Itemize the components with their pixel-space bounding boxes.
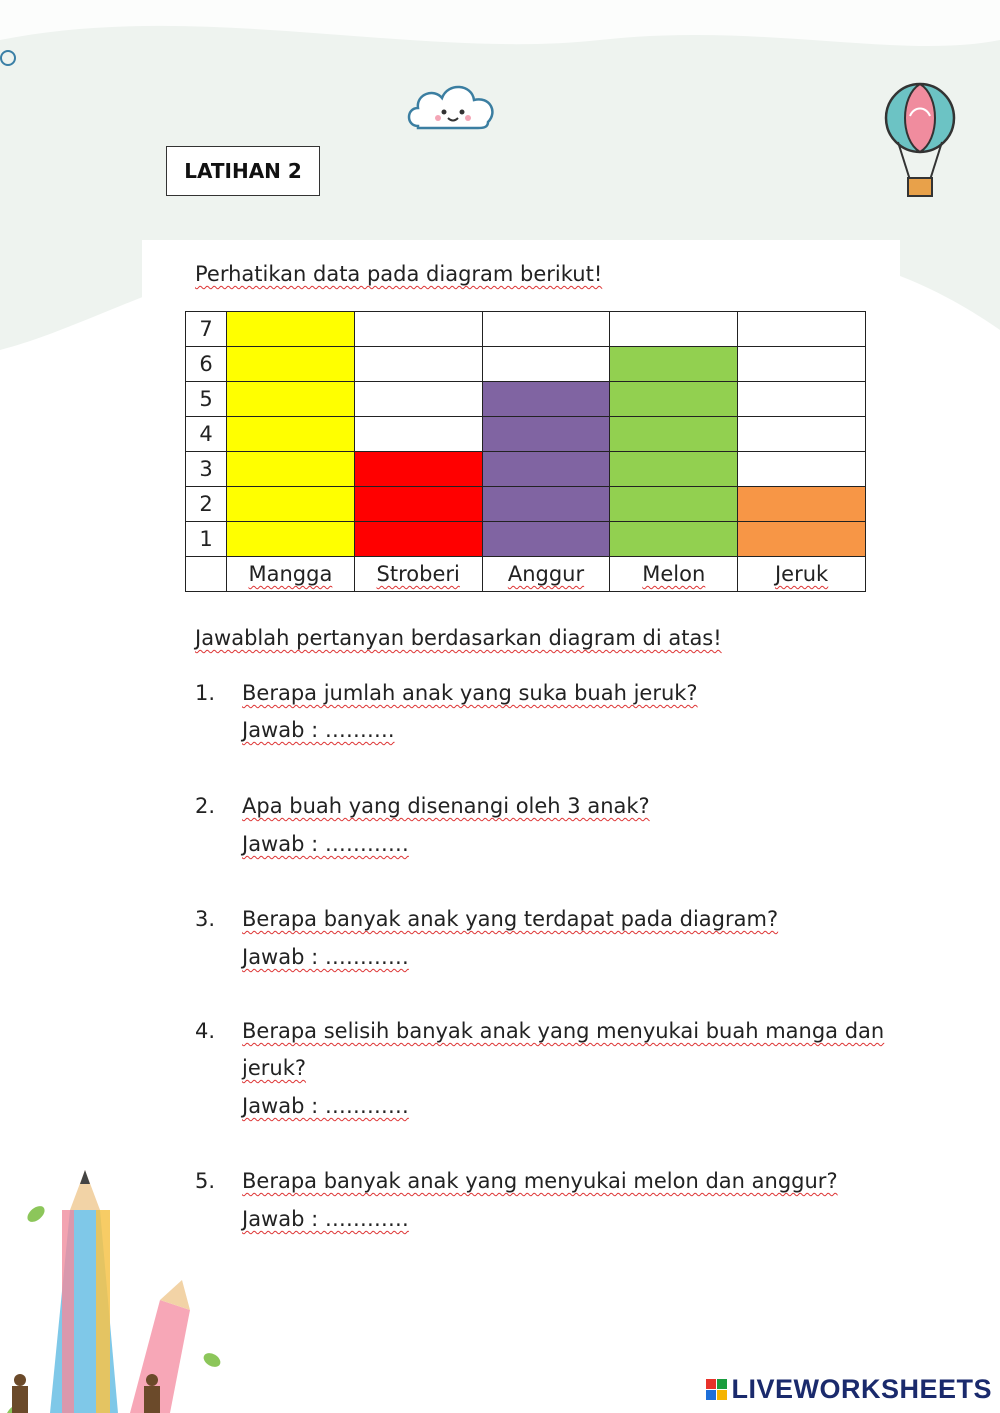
bar-cell-anggur <box>482 487 610 522</box>
bar-cell-mangga <box>227 382 355 417</box>
empty-cell <box>354 417 482 452</box>
answer-field[interactable]: Jawab : ………… <box>242 1094 409 1118</box>
bar-cell-anggur <box>482 382 610 417</box>
y-tick-label: 7 <box>186 312 227 347</box>
category-cell <box>610 557 738 592</box>
category-cell <box>738 557 866 592</box>
y-tick-label: 2 <box>186 487 227 522</box>
question-text-continued: jeruk? <box>242 1056 307 1080</box>
category-row <box>186 557 866 592</box>
bar-cell-jeruk <box>738 522 866 557</box>
bar-cell-melon <box>610 487 738 522</box>
chart-grid <box>185 311 866 592</box>
pencils-illustration <box>0 1170 240 1413</box>
bar-cell-stroberi <box>354 452 482 487</box>
question-number: 5. <box>195 1169 216 1193</box>
bar-cell-melon <box>610 417 738 452</box>
bar-cell-anggur <box>482 522 610 557</box>
brand-text: LIVEWORKSHEETS <box>731 1374 992 1404</box>
question-number: 3. <box>195 907 216 931</box>
chart-row <box>186 347 866 382</box>
empty-cell <box>738 347 866 382</box>
empty-cell <box>610 312 738 347</box>
liveworksheets-brand <box>706 1374 992 1405</box>
x-tick-label: Jeruk <box>774 562 829 586</box>
question-number: 4. <box>195 1019 216 1043</box>
x-tick-label: Anggur <box>507 562 585 586</box>
chart-row <box>186 452 866 487</box>
x-tick-label: Stroberi <box>376 562 460 586</box>
chart-row <box>186 487 866 522</box>
empty-cell <box>738 312 866 347</box>
corner-cell <box>186 557 227 592</box>
answer-field[interactable]: Jawab : ………. <box>242 718 395 742</box>
bar-cell-stroberi <box>354 522 482 557</box>
question-text: Berapa jumlah anak yang suka buah jeruk? <box>242 681 698 705</box>
hot-air-balloon-icon <box>880 76 960 206</box>
logo-square <box>706 1390 716 1400</box>
question-number: 2. <box>195 794 216 818</box>
bar-cell-jeruk <box>738 487 866 522</box>
x-tick-label: Mangga <box>248 562 333 586</box>
y-tick-label: 4 <box>186 417 227 452</box>
bar-chart <box>185 311 866 587</box>
category-cell <box>354 557 482 592</box>
x-tick-label: Melon <box>642 562 706 586</box>
empty-cell <box>738 452 866 487</box>
answer-field[interactable]: Jawab : ………… <box>242 832 409 856</box>
y-tick-label: 3 <box>186 452 227 487</box>
cloud-icon <box>404 78 500 136</box>
empty-cell <box>738 382 866 417</box>
category-cell <box>482 557 610 592</box>
chart-row <box>186 417 866 452</box>
bar-cell-mangga <box>227 522 355 557</box>
empty-cell <box>482 347 610 382</box>
bar-cell-mangga <box>227 312 355 347</box>
chart-row <box>186 312 866 347</box>
bar-cell-melon <box>610 382 738 417</box>
y-tick-label: 6 <box>186 347 227 382</box>
logo-square <box>717 1390 727 1400</box>
y-tick-label: 5 <box>186 382 227 417</box>
logo-square <box>706 1379 716 1389</box>
empty-cell <box>354 382 482 417</box>
bar-cell-mangga <box>227 417 355 452</box>
empty-cell <box>354 347 482 382</box>
empty-cell <box>354 312 482 347</box>
prompt-text: Jawablah pertanyan berdasarkan diagram di atas! <box>195 626 722 650</box>
logo-square <box>717 1379 727 1389</box>
bar-cell-melon <box>610 452 738 487</box>
answer-field[interactable]: Jawab : ………… <box>242 945 409 969</box>
instruction-text: Perhatikan data pada diagram berikut! <box>195 262 603 286</box>
bar-cell-anggur <box>482 417 610 452</box>
category-cell <box>227 557 355 592</box>
question-text: Berapa banyak anak yang terdapat pada diagram? <box>242 907 779 931</box>
bar-cell-melon <box>610 347 738 382</box>
chart-row <box>186 522 866 557</box>
bar-cell-mangga <box>227 487 355 522</box>
question-text: Berapa banyak anak yang menyukai melon dan anggur? <box>242 1169 838 1193</box>
chart-row <box>186 382 866 417</box>
answer-field[interactable]: Jawab : ………… <box>242 1207 409 1231</box>
empty-cell <box>738 417 866 452</box>
bar-cell-mangga <box>227 452 355 487</box>
liveworksheets-logo-icon <box>706 1379 727 1400</box>
worksheet-title: LATIHAN 2 <box>166 146 320 196</box>
empty-cell <box>482 312 610 347</box>
y-tick-label: 1 <box>186 522 227 557</box>
bar-cell-stroberi <box>354 487 482 522</box>
bar-cell-melon <box>610 522 738 557</box>
bar-cell-anggur <box>482 452 610 487</box>
question-text: Berapa selisih banyak anak yang menyukai buah manga dan <box>242 1019 885 1043</box>
question-text: Apa buah yang disenangi oleh 3 anak? <box>242 794 650 818</box>
bar-cell-mangga <box>227 347 355 382</box>
question-number: 1. <box>195 681 216 705</box>
